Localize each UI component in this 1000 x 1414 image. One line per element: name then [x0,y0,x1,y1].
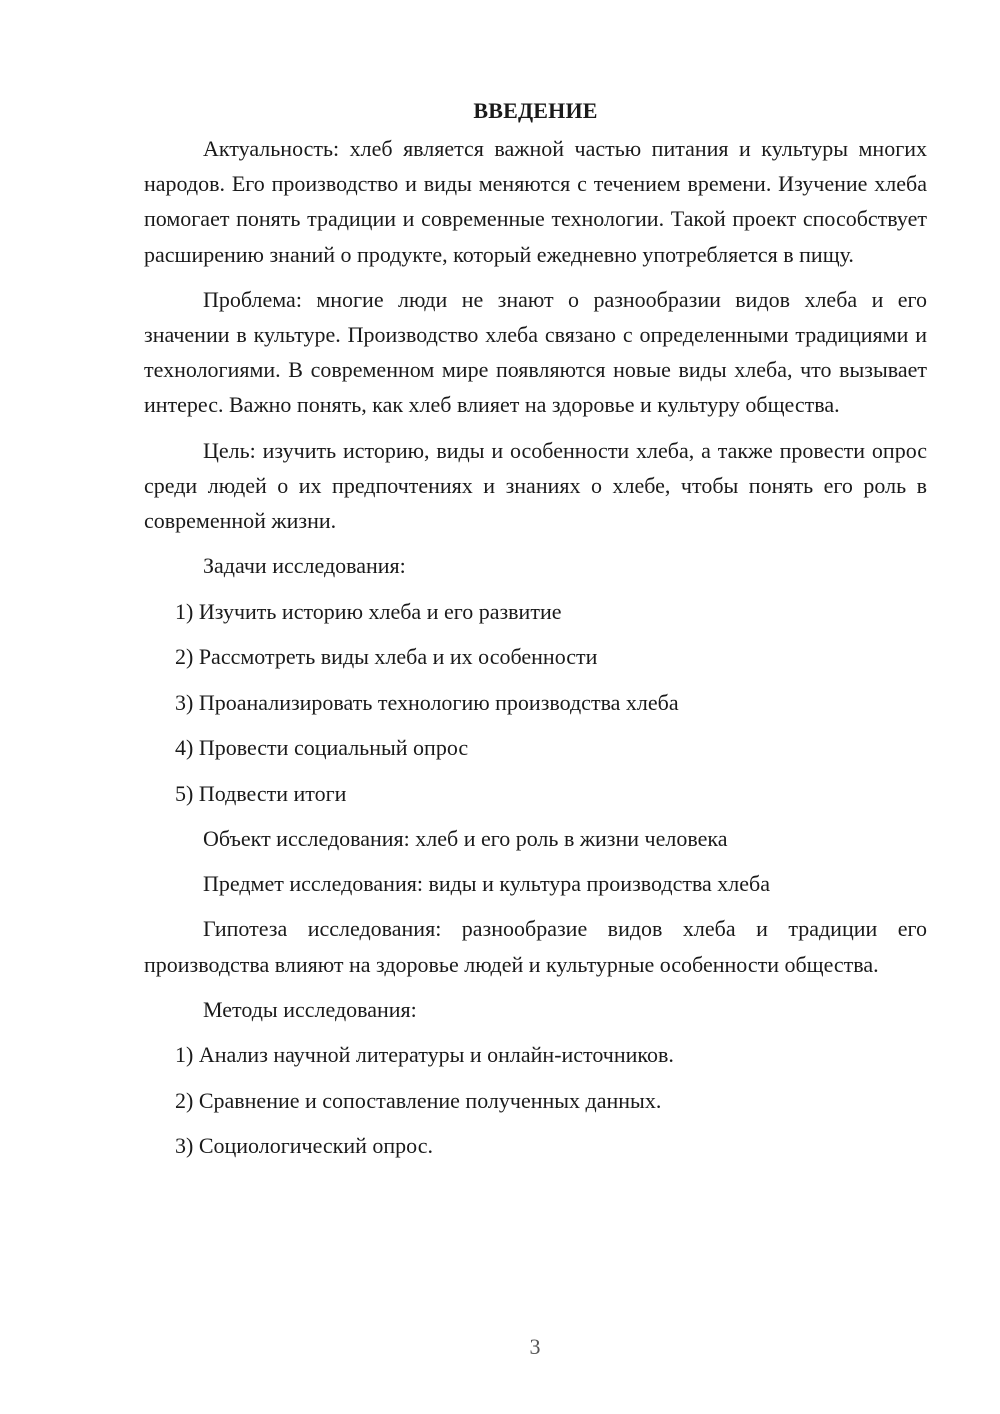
list-item: 1) Изучить историю хлеба и его развитие [175,598,562,624]
list-item: 3) Проанализировать технологию производства хлеба [175,689,679,715]
object-paragraph: Объект исследования: хлеб и его роль в жизни человека [203,825,728,851]
section-title: ВВЕДЕНИЕ [473,98,598,123]
list-item: 3) Социологический опрос. [175,1133,433,1159]
hypothesis-paragraph: Гипотеза исследования: разнообразие видов хлеба и традиции его производства влияют на здоровье людей и культурные особенности общества. [144,916,927,977]
document-page [144,93,927,1163]
tasks-heading: Задачи исследования: [203,553,406,579]
methods-list [144,1037,927,1163]
list-item: 4) Провести социальный опрос [175,735,469,761]
goal-paragraph: Цель: изучить историю, виды и особенности хлеба, а также провести опрос среди людей о их предпочтениях и знаниях о хлебе, чтобы понять его роль в современной жизни. [144,437,927,534]
problem-paragraph: Проблема: многие люди не знают о разнообразии видов хлеба и его значении в культуре. Производство хлеба связано с определенными традициями и технологиями. В современном мире появляются новые виды хлеба, что вызывает интерес. Важно понять, как хлеб влияет на здоровье и культуру общества. [144,286,927,418]
methods-heading: Методы исследования: [203,996,417,1022]
list-item: 5) Подвести итоги [175,780,347,806]
subject-paragraph: Предмет исследования: виды и культура производства хлеба [203,871,771,897]
relevance-paragraph: Актуальность: хлеб является важной частью питания и культуры многих народов. Его производство и виды меняются с течением времени. Изучение хлеба помогает понять традиции и современные технологии. Такой проект способствует расширению знаний о продукте, который ежедневно употребляется в пищу. [144,136,927,267]
list-item: 2) Сравнение и сопоставление полученных данных. [175,1087,662,1113]
tasks-list [144,594,927,811]
list-item: 2) Рассмотреть виды хлеба и их особенности [175,644,598,670]
list-item: 1) Анализ научной литературы и онлайн-источников. [175,1042,674,1068]
page-number: 3 [529,1334,541,1359]
